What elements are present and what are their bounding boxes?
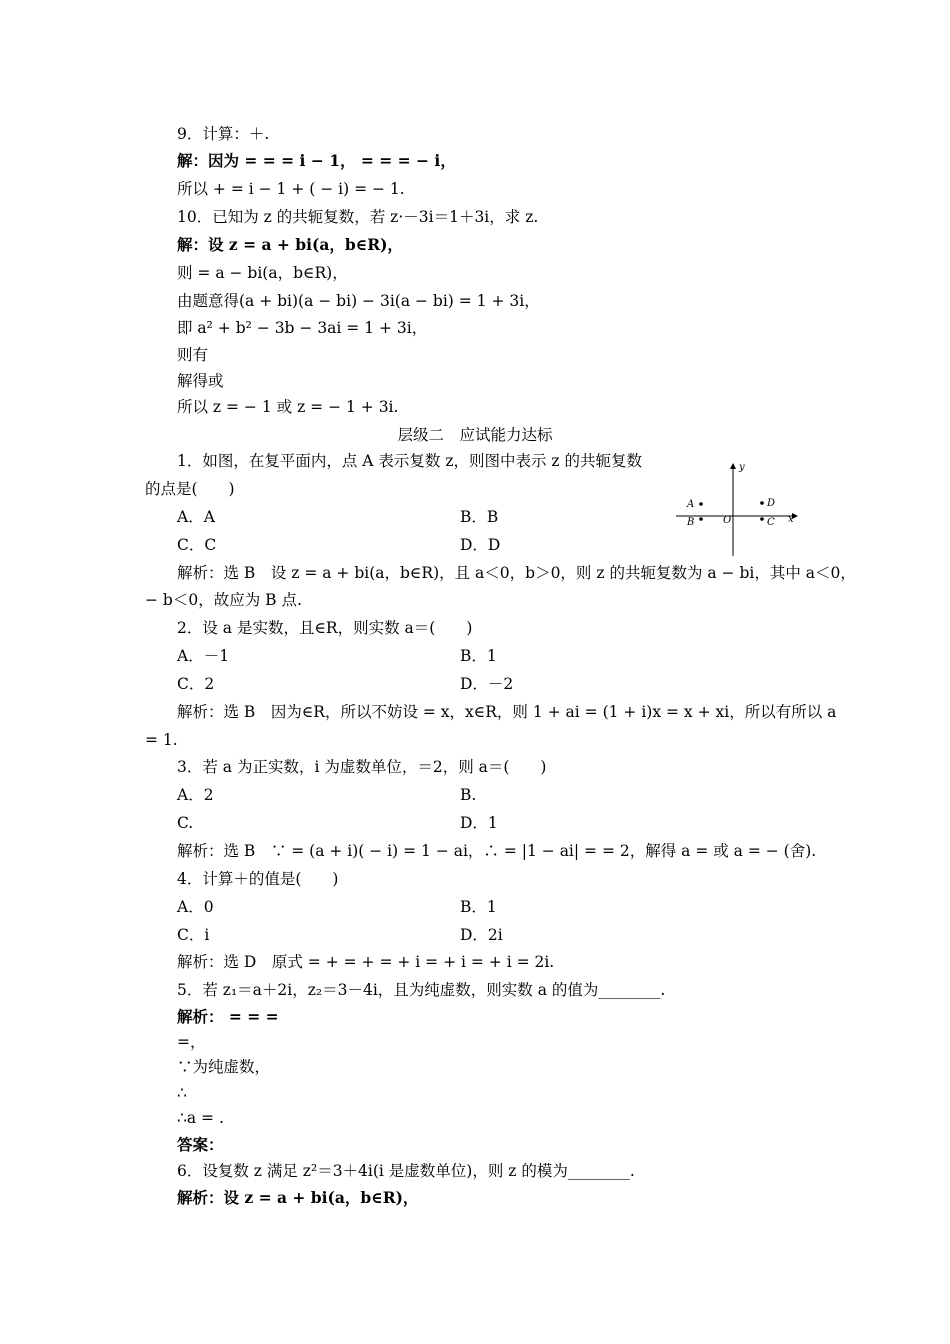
point-b [699,517,703,521]
problem-9: 9．计算：＋. [177,125,270,143]
point-d [760,501,764,505]
problem-10-solution-3: 由题意得(a + bi)(a − bi) − 3i(a − bi) = 1 + 3i， [177,292,540,310]
problem-10: 10．已知为 z 的共轭复数，若 z·－3i＝1＋3i，求 z. [177,208,539,226]
question-2-option-c: C．2 [177,675,215,693]
question-2-option-d: D．－2 [460,675,514,693]
question-1-option-b: B．B [460,508,499,526]
y-axis-label: y [739,462,745,473]
y-axis-arrow [730,463,736,469]
question-2-option-a: A．－1 [177,647,230,665]
question-1-option-a: A．A [177,508,215,526]
question-1-option-c: C．C [177,536,217,554]
question-5-stem: 5．若 z₁＝a＋2i，z₂＝3－4i，且为纯虚数，则实数 a 的值为________. [177,981,666,999]
question-4-option-a: A．0 [177,898,214,916]
question-4-option-b: B．1 [460,898,497,916]
question-6-stem: 6．设复数 z 满足 z²＝3＋4i(i 是虚数单位)，则 z 的模为________. [177,1162,635,1180]
question-3-option-a: A．2 [177,786,214,804]
problem-10-solution-4: 即 a² + b² − 3b − 3ai = 1 + 3i， [177,319,428,337]
point-c-label: C [767,517,775,528]
question-5-analysis-3: ∵为纯虚数， [177,1058,271,1076]
question-1-analysis-1: 解析：选 B 设 z = a + bi(a，b∈R)，且 a＜0，b＞0，则 z 的共轭复数为 a − bi，其中 a＜0， [177,564,856,582]
question-4-analysis: 解析：选 D 原式 = + = + = + i = + i = + i = 2i. [177,953,555,971]
question-3-option-d: D．1 [460,814,498,832]
question-4-option-c: C．i [177,926,210,944]
question-1-option-d: D．D [460,536,501,554]
question-3-stem: 3．若 a 为正实数，i 为虚数单位，＝2，则 a＝( ) [177,758,547,776]
problem-9-solution-2: 所以 + = i − 1 + ( − i) = − 1. [177,180,405,198]
x-axis-label: x [788,514,794,525]
question-4-option-d: D．2i [460,926,503,944]
question-3-option-c: C. [177,814,194,832]
question-2-option-b: B．1 [460,647,497,665]
point-a-label: A [687,499,695,510]
problem-10-solution-7: 所以 z = − 1 或 z = − 1 + 3i. [177,398,399,416]
question-2-analysis-1: 解析：选 B 因为∈R，所以不妨设 = x，x∈R，则 1 + ai = (1 + i)x = x + xi，所以有所以 a [177,703,837,721]
question-4-stem: 4．计算＋的值是( ) [177,870,339,888]
question-5-analysis-5: ∴a = . [177,1109,224,1127]
question-6-analysis-1: 解析：设 z = a + bi(a，b∈R)， [177,1188,419,1207]
question-1-stem-cont: 的点是( ) [145,480,235,498]
point-c [760,517,764,521]
question-2-stem: 2．设 a 是实数，且∈R，则实数 a＝( ) [177,619,473,637]
question-5-analysis-1: 解析： = = = [177,1007,279,1026]
point-b-label: B [687,517,695,528]
point-d-label: D [767,498,776,509]
question-3-option-b: B. [460,786,477,804]
question-3-analysis: 解析：选 B ∵ = (a + i)( − i) = 1 − ai，∴ = |1 − ai| = = 2，解得 a = 或 a = − (舍). [177,842,817,860]
problem-10-solution-2: 则 = a − bi(a，b∈R)， [177,264,348,282]
problem-10-solution-5: 则有 [177,346,209,364]
question-1-analysis-2: − b＜0，故应为 B 点. [145,591,302,609]
complex-plane-figure [672,460,802,560]
question-5-analysis-4: ∴ [177,1084,187,1102]
problem-10-solution-6: 解得或 [177,372,224,390]
point-a [699,502,703,506]
problem-9-solution-1: 解：因为 = = = i − 1， = = = − i， [177,151,456,170]
section-heading: 层级二 应试能力达标 [397,426,553,444]
question-5-analysis-2: =， [177,1033,206,1051]
problem-10-solution-1: 解：设 z = a + bi(a，b∈R)， [177,235,403,254]
question-2-analysis-2: = 1. [145,731,178,749]
question-5-answer: 答案： [177,1135,224,1154]
question-1-stem: 1．如图，在复平面内，点 A 表示复数 z，则图中表示 z 的共轭复数 [177,452,643,470]
origin-label: O [723,515,732,526]
